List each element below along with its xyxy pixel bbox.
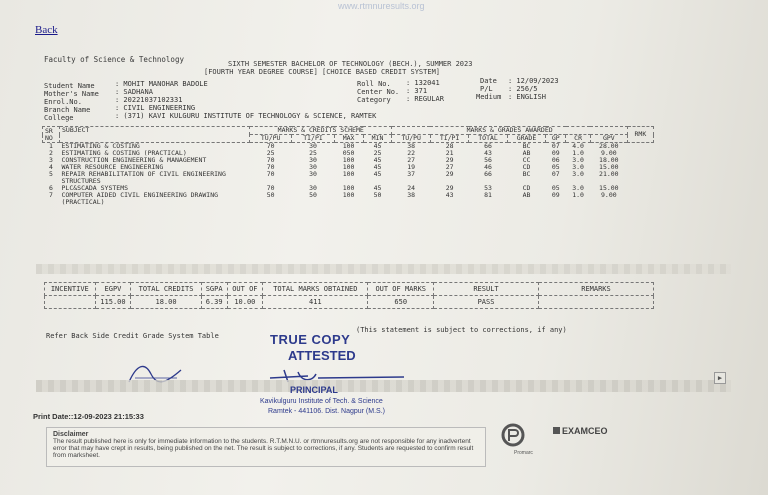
cell-gp: 07 [551, 170, 560, 178]
cell-grade: BC [522, 170, 531, 178]
student-name: : MOHIT MANOHAR BADOLE [115, 80, 208, 88]
col-cr: CR [566, 135, 591, 143]
date-value: : 12/09/2023 [508, 77, 559, 85]
cell-min: 45 [373, 170, 382, 178]
cell-atu: 37 [407, 170, 416, 178]
col-max: MAX [334, 135, 363, 143]
examceo-mark-icon [553, 427, 560, 434]
exam-title: SIXTH SEMESTER BACHELOR OF TECHNOLOGY (BECH.), SUMMER 2023 [228, 60, 473, 68]
col-tipi: TI/PI [292, 135, 334, 143]
sum-egpv: 115.00 [95, 296, 131, 309]
cell-cr: 3.0 [572, 170, 584, 178]
table-row [43, 171, 654, 185]
cell-sr: 6 [49, 184, 53, 192]
cell-gp: 05 [551, 163, 560, 171]
cell-gp: 07 [551, 142, 560, 150]
enrol-label: Enrol.No. [44, 98, 82, 106]
cell-total: 81 [484, 191, 492, 199]
cell-ti: 30 [309, 163, 317, 171]
cell-tu: 70 [266, 156, 275, 164]
cell-cr: 1.0 [572, 149, 584, 157]
cell-ati: 43 [445, 191, 454, 199]
cell-subject: WATER RESOURCE ENGINEERING [61, 163, 164, 171]
college-name: : (371) KAVI KULGURU INSTITUTE OF TECHNOLOGY & SCIENCE, RAMTEK [115, 112, 377, 120]
sum-egpv-h: EGPV [95, 283, 131, 296]
sum-totalmarks: 411 [263, 296, 368, 309]
cell-atu: 24 [407, 184, 416, 192]
correction-note: (This statement is subject to corrections, if any) [356, 326, 567, 334]
cell-gp: 09 [551, 191, 560, 199]
sum-sgpa: 6.39 [201, 296, 227, 309]
sum-result: PASS [434, 296, 539, 309]
center-label: Center No. [357, 88, 400, 96]
cell-ti: 25 [309, 149, 317, 157]
enrol-no: : 20221037102331 [115, 96, 183, 104]
sum-outofmarks-h: OUT OF MARKS [368, 283, 434, 296]
cell-grade: BC [522, 142, 531, 150]
sum-outof: 10.00 [227, 296, 263, 309]
cell-tu: 50 [266, 191, 275, 199]
cell-min: 45 [373, 156, 382, 164]
cell-tu: 25 [266, 149, 275, 157]
cell-grade: CD [522, 184, 531, 192]
col-gpv: GPV [590, 135, 627, 143]
course-title: [FOURTH YEAR DEGREE COURSE] [CHOICE BASED CREDIT SYSTEM] [204, 68, 441, 76]
principal-institute: Kavikulguru Institute of Tech. & Science [260, 398, 383, 405]
print-date: Print Date::12-09-2023 21:15:33 [33, 412, 144, 421]
sum-totalmarks-h: TOTAL MARKS OBTAINED [263, 283, 368, 296]
cell-ti: 30 [309, 142, 317, 150]
col-awarded: MARKS & GRADES AWARDED [392, 127, 627, 135]
cell-rmk [627, 192, 653, 206]
col-tupu: TU/PU [250, 135, 292, 143]
scan-band [36, 264, 731, 274]
cell-cr: 3.0 [572, 184, 584, 192]
site-watermark: www.rtmnuresults.org [338, 1, 425, 11]
cell-atu: 19 [407, 163, 416, 171]
cell-subject: REPAIR REHABILITATION OF CIVIL ENGINEERING STRUCTURES [61, 170, 226, 185]
cell-grade: AB [522, 191, 531, 199]
sum-credits-h: TOTAL CREDITS [131, 283, 201, 296]
disclaimer-title: Disclaimer [53, 431, 89, 438]
cell-cr: 4.0 [572, 142, 584, 150]
cell-sr: 3 [49, 156, 53, 164]
cell-ti: 30 [309, 184, 317, 192]
cell-subject: ESTIMATING & COSTING (PRACTICAL) [61, 149, 187, 157]
marks-table [42, 126, 654, 206]
principal-address: Ramtek - 441106. Dist. Nagpur (M.S.) [268, 408, 385, 415]
sum-result-h: RESULT [434, 283, 539, 296]
medium-value: : ENGLISH [508, 93, 546, 101]
true-copy-stamp: TRUE COPY [270, 332, 351, 347]
sum-remarks [539, 296, 654, 309]
faculty-label: Faculty of Science & Technology [44, 55, 184, 64]
table-row [43, 192, 654, 206]
cell-total: 53 [484, 184, 492, 192]
cell-gpv: 21.00 [599, 170, 619, 178]
col-total: TOTAL [469, 135, 507, 143]
col-grade: GRADE [507, 135, 545, 143]
cell-grade: AB [522, 149, 531, 157]
cell-max: 100 [342, 163, 355, 171]
cell-ati: 29 [445, 184, 454, 192]
cell-cr: 3.0 [572, 163, 584, 171]
cell-rmk [627, 157, 653, 164]
cell-min: 50 [373, 191, 382, 199]
disclaimer-box [46, 427, 486, 467]
cell-min: 45 [373, 163, 382, 171]
cell-max: 100 [342, 191, 355, 199]
sum-outof-h: OUT OF [227, 283, 263, 296]
col-subject: SUBJECT [60, 127, 250, 143]
cell-gpv: 18.00 [599, 156, 619, 164]
student-name-label: Student Name [44, 82, 95, 90]
branch-label: Branch Name [44, 106, 91, 114]
scroll-right-button[interactable]: ▶ [714, 372, 726, 384]
cell-sr: 1 [49, 142, 53, 150]
sum-sgpa-h: SGPA [201, 283, 227, 296]
cell-grade: CD [522, 163, 531, 171]
cell-sr: 4 [49, 163, 53, 171]
col-min: MIN [363, 135, 392, 143]
category-label: Category [357, 96, 391, 104]
cell-cr: 3.0 [572, 156, 584, 164]
cell-atu: 22 [407, 149, 416, 157]
cell-gp: 06 [551, 156, 560, 164]
sum-outofmarks: 650 [368, 296, 434, 309]
cell-max: 100 [342, 184, 355, 192]
cell-rmk [627, 150, 653, 157]
roll-label: Roll No. [357, 80, 391, 88]
cell-total: 56 [484, 156, 492, 164]
cell-max: 100 [342, 142, 355, 150]
cell-total: 66 [484, 170, 492, 178]
mother-name: : SADHANA [115, 88, 153, 96]
col-rmk: RMK [627, 127, 653, 143]
cell-tu: 70 [266, 170, 275, 178]
promarc-text: Promarc [514, 450, 533, 456]
cell-ati: 28 [445, 142, 454, 150]
cell-ti: 50 [309, 191, 317, 199]
cell-subject: ESTIMATING & COSTING [61, 142, 140, 150]
medium-label: Medium [476, 93, 502, 101]
col-scheme: MARKS & CREDITS SCHEME [250, 127, 392, 135]
cell-ti: 30 [309, 156, 317, 164]
cell-max: 100 [342, 156, 355, 164]
attested-stamp: ATTESTED [288, 348, 356, 363]
cell-gpv: 9.00 [601, 149, 617, 157]
cell-subject: PLC&SCADA SYSTEMS [61, 184, 129, 192]
sum-credits: 18.00 [131, 296, 201, 309]
center-no: : 371 [406, 87, 428, 95]
cell-ati: 27 [445, 163, 454, 171]
col-a-tipi: TI/PI [430, 135, 468, 143]
refer-note: Refer Back Side Credit Grade System Table [46, 332, 219, 340]
promarc-logo [500, 423, 533, 456]
cell-atu: 27 [407, 156, 416, 164]
cell-subject: CONSTRUCTION ENGINEERING & MANAGEMENT [61, 156, 207, 164]
cell-sr: 7 [49, 191, 53, 199]
cell-tu: 70 [266, 184, 275, 192]
cell-gpv: 15.00 [599, 184, 619, 192]
cell-min: 45 [373, 142, 382, 150]
cell-cr: 1.0 [572, 191, 584, 199]
cell-gp: 09 [551, 149, 560, 157]
cell-rmk [627, 164, 653, 171]
college-label: College [44, 114, 74, 122]
cell-gpv: 15.00 [599, 163, 619, 171]
category: : REGULAR [406, 95, 444, 103]
cell-sr: 2 [49, 149, 53, 157]
examceo-logo [553, 426, 608, 436]
cell-max: 050 [342, 149, 355, 157]
cell-min: 25 [373, 149, 382, 157]
cell-sr: 5 [49, 170, 53, 178]
disclaimer-text: The result published here is only for immediate information to the students. R.T.M.N.U. or rtmnuresults.org are not responsible for any inadvertent error that may have crept in results, being published on the net. The result is subject to corrections, if any. Students are requested to confirm result from marksheet. [53, 438, 474, 459]
cell-total: 66 [484, 142, 492, 150]
cell-grade: CC [522, 156, 531, 164]
col-a-tupu: TU/PU [392, 135, 430, 143]
pl-label: P/L [480, 85, 493, 93]
cell-gpv: 9.00 [601, 191, 617, 199]
cell-ti: 30 [309, 170, 317, 178]
cell-total: 43 [484, 149, 492, 157]
sum-incentive-h: INCENTIVE [45, 283, 96, 296]
cell-ati: 29 [445, 170, 454, 178]
sum-remarks-h: REMARKS [539, 283, 654, 296]
cell-gpv: 28.00 [599, 142, 619, 150]
roll-no: : 132041 [406, 79, 440, 87]
cell-min: 45 [373, 184, 382, 192]
branch-name: : CIVIL ENGINEERING [115, 104, 196, 112]
sum-incentive [45, 296, 96, 309]
back-link[interactable]: Back [35, 24, 58, 36]
cell-atu: 38 [407, 191, 416, 199]
cell-gp: 05 [551, 184, 560, 192]
date-label: Date [480, 77, 497, 85]
promarc-icon [500, 423, 528, 449]
col-sr: SR NO [43, 127, 60, 143]
cell-tu: 70 [266, 163, 275, 171]
cell-max: 100 [342, 170, 355, 178]
cell-atu: 38 [407, 142, 416, 150]
cell-total: 46 [484, 163, 492, 171]
cell-subject: COMPUTER AIDED CIVIL ENGINEERING DRAWING (PRACTICAL) [61, 191, 219, 206]
cell-rmk [627, 185, 653, 192]
cell-tu: 70 [266, 142, 275, 150]
col-gp: GP [546, 135, 566, 143]
cell-ati: 29 [445, 156, 454, 164]
cell-ati: 21 [445, 149, 454, 157]
cell-rmk [627, 171, 653, 185]
scan-band-lower [36, 380, 731, 392]
cell-rmk [627, 143, 653, 151]
summary-table [44, 282, 654, 309]
principal-label: PRINCIPAL [290, 385, 338, 395]
mother-name-label: Mother's Name [44, 90, 99, 98]
pl-value: : 256/5 [508, 85, 538, 93]
examceo-text: EXAMCEO [562, 426, 608, 436]
